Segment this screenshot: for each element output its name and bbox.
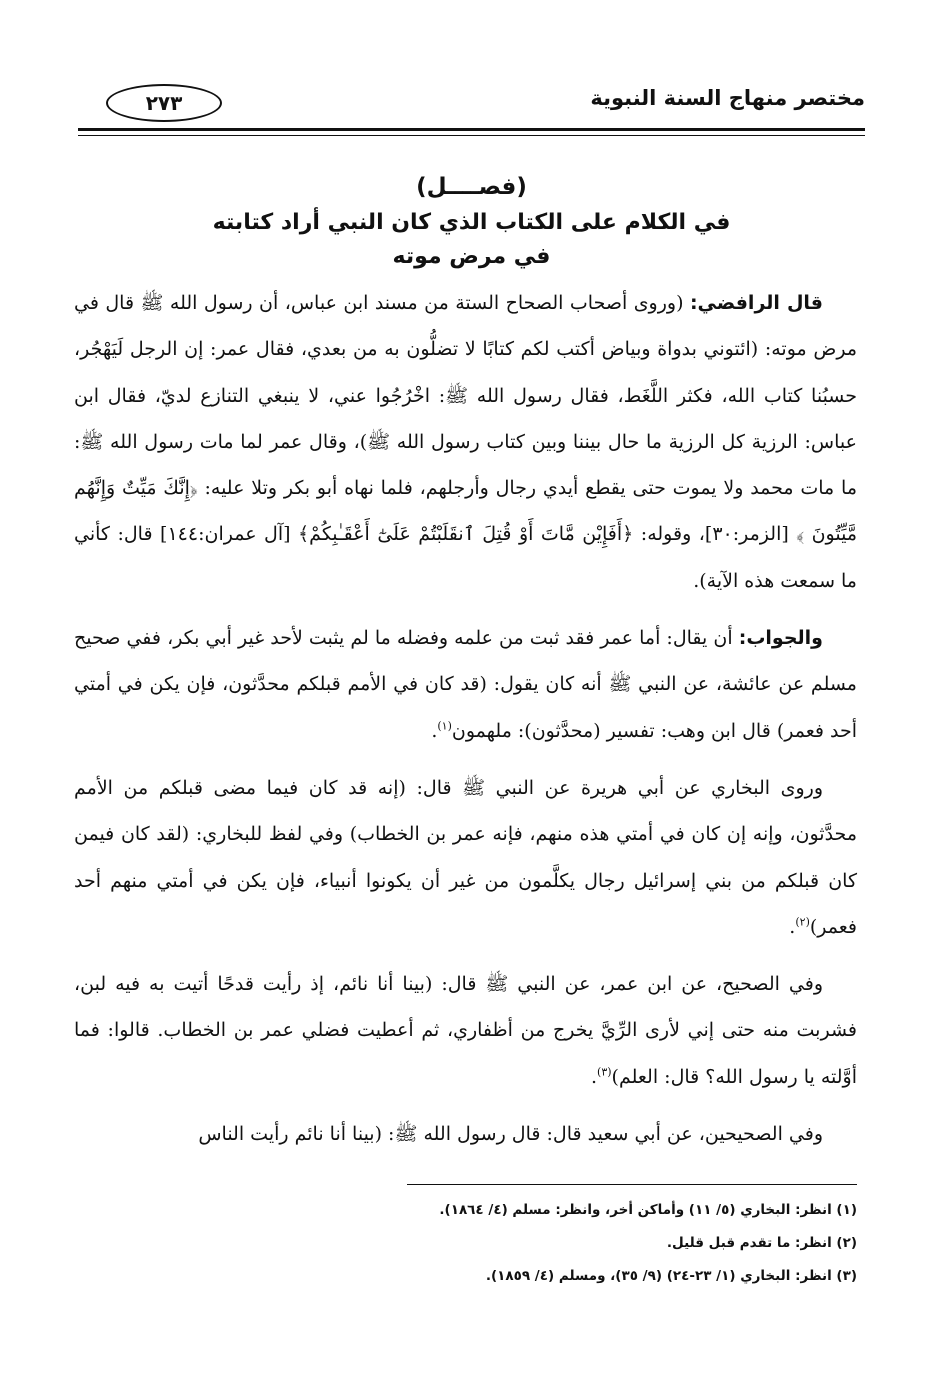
- footnote-ref-3: (٣): [597, 1065, 612, 1079]
- header-rule-thin: [78, 135, 865, 136]
- page-header: [78, 82, 865, 126]
- footnote-ref-2: (٢): [795, 915, 810, 929]
- footnotes: [74, 1194, 857, 1293]
- paragraph-5: [74, 1111, 857, 1157]
- section-heading: [78, 168, 865, 274]
- paragraph-4: [74, 961, 857, 1100]
- paragraph-2: [74, 615, 857, 754]
- paragraph-lead: قال الرافضي:: [689, 292, 823, 314]
- paragraph-lead: والجواب:: [738, 627, 823, 650]
- header-rule-thick: [78, 128, 865, 131]
- paragraph-text: وفي الصحيحين، عن أبي سعيد قال: قال رسول الله ﷺ: (بينا أنا نائم رأيت الناس: [198, 1123, 823, 1146]
- footnote-ref-1: (١): [437, 719, 452, 733]
- paragraph-1: [74, 280, 857, 604]
- section-title-line-1: في الكلام على الكتاب الذي كان النبي أراد كتابته: [212, 210, 731, 235]
- book-title: مختصر منهاج السنة النبوية: [590, 86, 865, 110]
- footnote-1: (١) انظر: البخاري (٥/ ١١) وأماكن أخر، وانظر: مسلم (٤/ ١٨٦٤).: [439, 1202, 857, 1218]
- paragraph-tail: .: [590, 1065, 598, 1088]
- paragraph-text: (وروى أصحاب الصحاح الستة من مسند ابن عباس، أن رسول الله ﷺ قال في مرض موته: (ائتوني بدواة وبياض أكتب لكم كتابًا لا تضلُّون به من بعدي، فقال عمر: إن الرجل لَيَهْجُر، حسبُنا كتاب الله، فكثر اللَّغَط، فقال رسول الله ﷺ: اخْرُجُوا عني، لا ينبغي التنازع لديّ، فقال ابن عباس: الرزية كل الرزية ما حال بيننا وبين كتاب رسول الله ﷺ)، وقال عمر لما مات رسول الله ﷺ: ما مات محمد ولا يموت حتى يقطع أيدي رجال وأرجلهم، فلما نهاه أبو بكر وتلا عليه: ﴿إِنَّكَ مَيِّتٌ وَإِنَّهُم مَّيِّتُونَ ﴾ [الزمر:٣٠]، وقوله: ﴿أَفَإِيْن مَّاتَ أَوْ قُتِلَ ٱنقَلَبْتُمْ عَلَىٰٓ أَعْقَـٰبِكُمْ﴾ [آل عمران:١٤٤] قال: كأني ما سمعت هذه الآية).: [74, 292, 857, 592]
- paragraph-text: وروى البخاري عن أبي هريرة عن النبي ﷺ قال: (إنه قد كان فيما مضى قبلكم من الأمم محدَّثون، وإنه إن كان في أمتي هذه منهم، فإنه عمر بن الخطاب) وفي لفظ للبخاري: (لقد كان فيمن كان قبلكم من بني إسرائيل رجال يكلَّمون من غير أن يكونوا أنبياء، فإن يكن في أمتي منهم أحد فعمر): [74, 776, 857, 938]
- paragraph-text: أن يقال: أما عمر فقد ثبت من علمه وفضله ما لم يثبت لأحد غير أبي بكر، ففي صحيح مسلم عن عائشة، عن النبي ﷺ أنه كان يقول: (قد كان في الأمم قبلكم محدَّثون، فإن يكن في أمتي أحد فعمر) قال ابن وهب: تفسير (محدَّثون): ملهمون: [74, 627, 857, 742]
- page-number: ٢٧٣: [106, 84, 222, 122]
- footnote-2: (٢) انظر: ما تقدم قبل قليل.: [666, 1235, 857, 1251]
- footnote-divider: [407, 1184, 857, 1185]
- body-text: [74, 280, 857, 1168]
- paragraph-tail: .: [431, 719, 438, 742]
- footnote-3: (٣) انظر: البخاري (١/ ٢٣-٢٤) (٩/ ٣٥)، ومسلم (٤/ ١٨٥٩).: [485, 1268, 857, 1284]
- section-label: (فصــــل): [416, 174, 527, 200]
- paragraph-3: [74, 765, 857, 950]
- paragraph-tail: .: [789, 915, 796, 938]
- paragraph-text: وفي الصحيح، عن ابن عمر، عن النبي ﷺ قال: (بينا أنا نائم، إذ رأيت قدحًا أتيت به فيه لبن، فشربت منه حتى إني لأرى الرِّيَّ يخرج من أظفاري، ثم أعطيت فضلي عمر بن الخطاب. قالوا: فما أوَّلته يا رسول الله؟ قال: العلم): [74, 973, 857, 1088]
- section-title-line-2: في مرض موته: [392, 244, 551, 269]
